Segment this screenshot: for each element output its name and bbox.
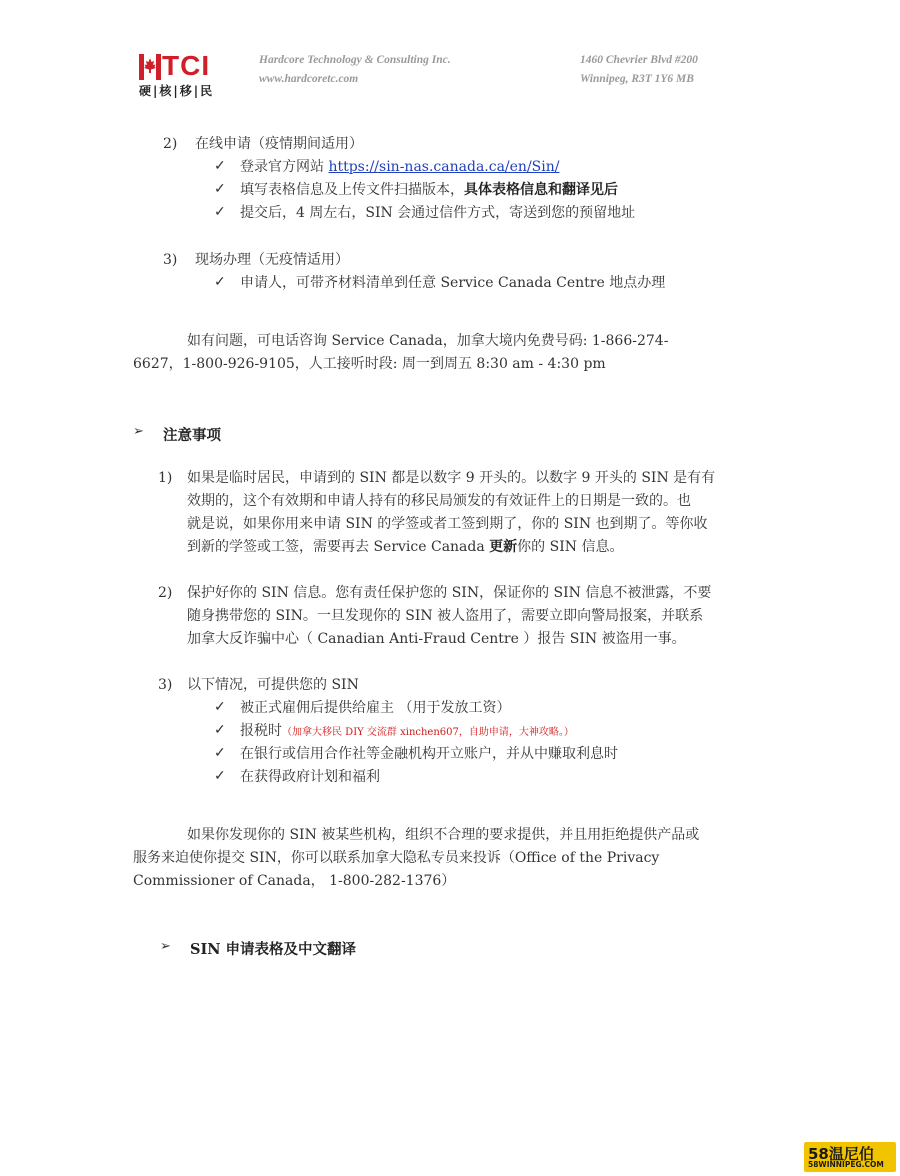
note-number: 1) [158, 470, 173, 486]
contact-line-1: 如有问题，可电话咨询 Service Canada，加拿大境内免费号码: 1-866-274- [187, 333, 669, 349]
list-item: 填写表格信息及上传文件扫描版本，具体表格信息和翻译见后 [240, 182, 618, 198]
privacy-line-1: 如果你发现你的 SIN 被某些机构，组织不合理的要求提供，并且用拒绝提供产品或 [187, 827, 700, 843]
company-name: Hardcore Technology & Consulting Inc. [259, 54, 451, 66]
address-line-2: Winnipeg, R3T 1Y6 MB [580, 73, 694, 85]
company-website[interactable]: www.hardcoretc.com [259, 73, 359, 85]
note-1-line-1: 如果是临时居民，申请到的 SIN 都是以数字 9 开头的。以数字 9 开头的 SIN 是有有 [187, 470, 716, 486]
check-icon: ✓ [214, 699, 226, 715]
list-item: 被正式雇佣后提供给雇主 （用于发放工资） [240, 700, 511, 716]
list-item: 在银行或信用合作社等金融机构开立账户，并从中赚取利息时 [240, 746, 618, 762]
logo-subtitle: 硬|核|移|民 [139, 84, 215, 98]
address-line-1: 1460 Chevrier Blvd #200 [580, 54, 698, 66]
watermark-title: 58温尼伯 [808, 1145, 874, 1163]
list-item: 报税时（加拿大移民 DIY 交流群 xinchen607，自助申请，大神攻略。） [240, 723, 574, 739]
notes-heading: 注意事项 [163, 427, 221, 444]
note-1-line-2: 效期的，这个有效期和申请人持有的移民局颁发的有效证件上的日期是一致的。也 [187, 493, 691, 509]
logo-wordmark [139, 52, 210, 80]
privacy-line-3: Commissioner of Canada， 1-800-282-1376） [133, 873, 456, 889]
list-item: 提交后，4 周左右，SIN 会通过信件方式，寄送到您的预留地址 [240, 205, 636, 221]
check-icon: ✓ [214, 722, 226, 738]
bold-update: 更新 [489, 539, 518, 555]
check-icon: ✓ [214, 768, 226, 784]
section-title-inperson: 现场办理（无疫情适用） [195, 252, 349, 268]
note-2-line-2: 随身携带您的 SIN。一旦发现你的 SIN 被人盗用了，需要立即向警局报案，并联系 [187, 608, 704, 624]
check-icon: ✓ [214, 158, 226, 174]
note-3-title: 以下情况，可提供您的 SIN [187, 677, 359, 693]
arrow-bullet-icon: ➢ [133, 424, 144, 439]
form-heading: SIN 申请表格及中文翻译 [190, 941, 357, 958]
list-item: 登录官方网站 https://sin-nas.canada.ca/en/Sin/ [240, 159, 560, 175]
check-icon: ✓ [214, 745, 226, 761]
list-item: 在获得政府计划和福利 [240, 769, 380, 785]
company-logo [139, 52, 247, 96]
note-2-line-3: 加拿大反诈骗中心（ Canadian Anti-Fraud Centre ）报告 SIN 被盗用一事。 [187, 631, 686, 647]
section-number: 2) [163, 136, 178, 152]
list-item: 申请人，可带齐材料清单到任意 Service Canada Centre 地点办理 [240, 275, 666, 291]
promo-note: （加拿大移民 DIY 交流群 xinchen607，自助申请，大神攻略。） [282, 727, 574, 738]
note-1-line-4: 到新的学签或工签，需要再去 Service Canada 更新你的 SIN 信息。 [187, 539, 624, 555]
logo-letters: TCI [162, 50, 211, 81]
maple-leaf-icon [139, 54, 161, 80]
contact-line-2: 6627，1-800-926-9105，人工接听时段: 周一到周五 8:30 am - 4:30 pm [133, 356, 606, 372]
official-site-link[interactable]: https://sin-nas.canada.ca/en/Sin/ [328, 159, 560, 175]
note-number: 2) [158, 585, 173, 601]
site-watermark [804, 1142, 896, 1172]
watermark-url: 58WINNIPEG.COM [808, 1160, 884, 1169]
privacy-line-2: 服务来迫使你提交 SIN，你可以联系加拿大隐私专员来投诉（Office of the Privacy [133, 850, 660, 866]
note-1-line-3: 就是说，如果你用来申请 SIN 的学签或者工签到期了，你的 SIN 也到期了。等你收 [187, 516, 708, 532]
section-number: 3) [163, 252, 178, 268]
note-2-line-1: 保护好你的 SIN 信息。您有责任保护您的 SIN，保证你的 SIN 信息不被泄露，不要 [187, 585, 712, 601]
section-title-online: 在线申请（疫情期间适用） [195, 136, 363, 152]
check-icon: ✓ [214, 274, 226, 290]
bold-note: 具体表格信息和翻译见后 [464, 182, 618, 198]
check-icon: ✓ [214, 181, 226, 197]
note-number: 3) [158, 677, 173, 693]
check-icon: ✓ [214, 204, 226, 220]
arrow-bullet-icon: ➢ [160, 939, 171, 954]
